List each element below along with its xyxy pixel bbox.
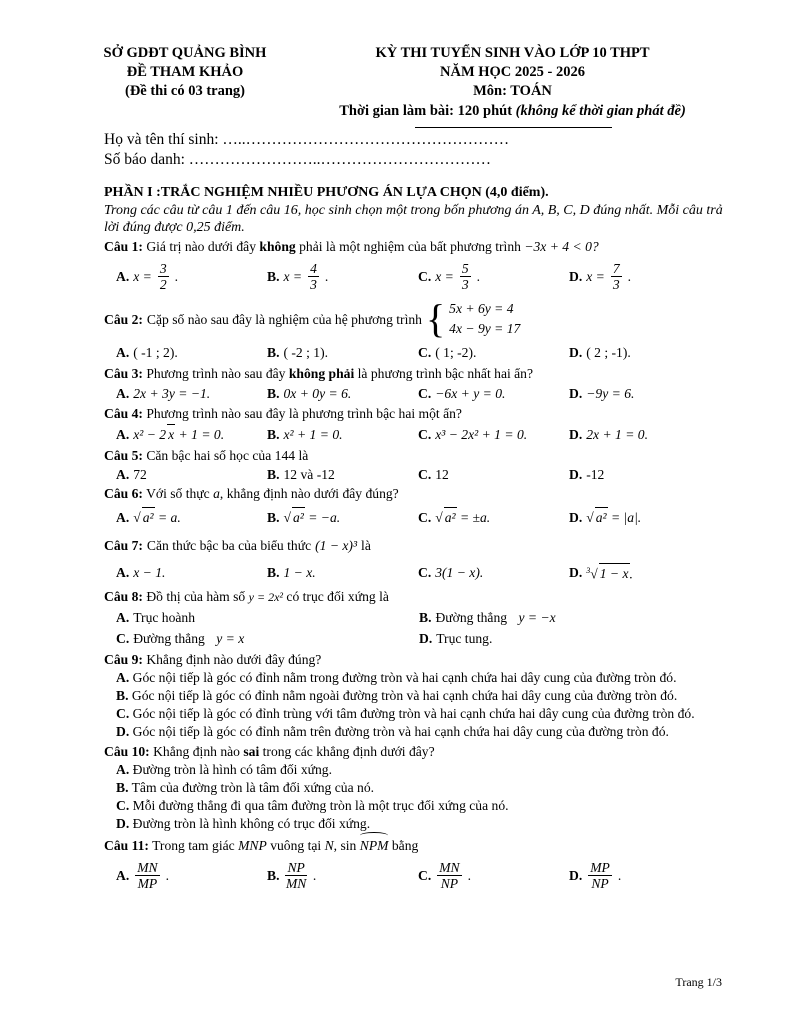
exam-header [0,40,792,135]
section-instructions: Trong các câu từ câu 1 đến câu 16, học sinh chọn một trong bốn phương án A, B, C, D đúng nhất. Mỗi câu trả lời đúng được 0,25 điểm. [104,203,723,235]
question-9: Câu 9: Khẳng định nào dưới đây đúng? [104,652,322,667]
header-divider [415,127,612,128]
option-b[interactable]: B. $\frac{NP}{MN}$ . [267,859,317,891]
option-a[interactable]: A. Đường tròn là hình có tâm đối xứng. [116,762,332,777]
option-a[interactable]: A. x² − 2 x + 1 = 0. [116,424,267,444]
option-a[interactable]: A. √ a² = a. [116,507,267,527]
section-title: PHẦN I :TRẮC NGHIỆM NHIỀU PHƯƠNG ÁN LỰA CHỌN (4,0 điểm). [104,185,549,200]
option-c[interactable]: C. x³ − 2x² + 1 = 0. [418,426,528,442]
option-b[interactable]: B. ( -2 ; 1). [267,344,329,360]
question-list [104,183,724,895]
question-1-options [104,256,724,296]
question-2-options [104,341,724,363]
option-c[interactable]: C. −6x + y = 0. [418,385,506,401]
question-5-options [104,465,724,483]
document-type: ĐỀ THAM KHẢO [126,64,244,80]
question-3: Câu 3: Phương trình nào sau đây không phải là phương trình bậc nhất hai ẩn? [104,366,534,381]
option-b[interactable]: B. x² + 1 = 0. [267,426,343,442]
option-b[interactable]: B. Đường thẳng y = −x [419,610,556,625]
option-b[interactable]: B. Tâm của đường tròn là tâm đối xứng của nó. [116,780,375,795]
option-d[interactable]: D. $\frac{MP}{NP}$ . [569,859,622,891]
option-a[interactable]: A. $\frac{MN}{MP}$ . [116,859,170,891]
page-number: Trang 1/3 [675,975,722,989]
question-11: Câu 11: Trong tam giác MNP vuông tại N, sin NPM bằng [104,838,419,853]
option-d[interactable]: D. $^3$√ 1 − x. [569,564,633,582]
question-5: Câu 5: Căn bậc hai số học của 144 là [104,448,309,463]
option-b[interactable]: B. 1 − x. [267,564,316,580]
question-8-options-row2 [104,628,724,649]
option-d[interactable]: D. Đường tròn là hình không có trục đối xứng. [116,816,371,831]
question-10: Câu 10: Khẳng định nào sai trong các khẳng định dưới đây? [104,744,435,759]
option-c[interactable]: C. Mỗi đường thẳng đi qua tâm đường tròn là một trục đối xứng của nó. [116,798,509,813]
option-c[interactable]: C. 3(1 − x). [418,564,484,580]
school-year: NĂM HỌC 2025 - 2026 [440,64,585,80]
exam-title: KỲ THI TUYỂN SINH VÀO LỚP 10 THPT [375,45,650,61]
question-2: Câu 2: Cặp số nào sau đây là nghiệm của hệ phương trình { 5x + 6y = 4 4x − 9y = 17 [104,296,521,341]
question-3-options [104,383,724,403]
option-a[interactable]: A. x = $\frac{3}{2}$ . [116,260,179,292]
option-d[interactable]: D. √ a² = |a|. [569,507,720,527]
option-c[interactable]: C. ( 1; -2). [418,344,477,360]
time-label: Thời gian làm bài: 120 phút [339,103,513,119]
question-6: Câu 6: Với số thực a, khẳng định nào dưới đây đúng? [104,486,399,501]
time-note: (không kể thời gian phát đề) [515,103,686,119]
option-c[interactable]: C. √ a² = ±a. [418,507,569,527]
page-count-note: (Đề thi có 03 trang) [124,83,245,99]
student-id-line: Số báo danh: ……………………..…………………………… [104,151,492,168]
option-c[interactable]: C. $\frac{MN}{NP}$ . [418,859,472,891]
option-d[interactable]: D. ( 2 ; -1). [569,344,631,360]
question-8-options-row1 [104,607,724,628]
option-a[interactable]: A. Trục hoành [116,610,196,625]
question-6-options [104,503,724,531]
question-1: Câu 1: Giá trị nào dưới đây không phải là một nghiệm của bất phương trình −3x + 4 < 0? [104,239,599,254]
option-a[interactable]: A. ( -1 ; 2). [116,344,178,360]
question-11-options [104,855,724,895]
option-d[interactable]: D. 2x + 1 = 0. [569,426,648,442]
system-brace: { [425,296,446,341]
equation-system: 5x + 6y = 4 4x − 9y = 17 [449,301,521,336]
option-c[interactable]: C. 12 [418,466,449,482]
student-info [104,130,724,170]
question-8: Câu 8: Đồ thị của hàm số y = 2x² có trục đối xứng là [104,589,389,604]
option-d[interactable]: D. −9y = 6. [569,385,635,401]
option-d[interactable]: D. x = $\frac{7}{3}$ . [569,260,632,292]
option-b[interactable]: B. 0x + 0y = 6. [267,385,352,401]
option-d[interactable]: D. Góc nội tiếp là góc có đỉnh nằm trên đường tròn và hai cạnh chứa hai dây cung của đường tròn đó. [116,724,669,739]
option-c[interactable]: C. x = $\frac{5}{3}$ . [418,260,481,292]
question-4-options [104,423,724,445]
option-c[interactable]: C. Đường thẳng y = x [116,631,245,646]
option-b[interactable]: B. √ a² = −a. [267,507,418,527]
department-name: SỞ GDĐT QUẢNG BÌNH [103,45,267,61]
question-4: Câu 4: Phương trình nào sau đây là phương trình bậc hai một ẩn? [104,406,462,421]
question-7: Câu 7: Căn thức bậc ba của biểu thức (1 − x)³ là [104,537,371,553]
option-d[interactable]: D. -12 [569,466,605,482]
option-b[interactable]: B. 12 và -12 [267,466,335,482]
option-c[interactable]: C. Góc nội tiếp là góc có đỉnh trùng với tâm đường tròn và hai cạnh chứa hai dây cung của đường tròn đó. [116,706,695,721]
question-7-options [104,558,724,586]
option-b[interactable]: B. x = $\frac{4}{3}$ . [267,260,329,292]
option-a[interactable]: A. 72 [116,466,147,482]
student-name-line: Họ và tên thí sinh: …..…………………………………………… [104,131,510,148]
subject: Môn: TOÁN [473,83,552,99]
option-b[interactable]: B. Góc nội tiếp là góc có đỉnh nằm ngoài đường tròn và hai cạnh chứa hai dây cung của đường tròn đó. [116,688,678,703]
time-limit [325,102,700,121]
option-a[interactable]: A. Góc nội tiếp là góc có đỉnh nằm trong đường tròn và hai cạnh chứa hai dây cung của đường tròn đó. [116,670,677,685]
option-d[interactable]: D. Trục tung. [419,631,493,646]
option-a[interactable]: A. x − 1. [116,564,166,580]
option-a[interactable]: A. 2x + 3y = −1. [116,385,211,401]
